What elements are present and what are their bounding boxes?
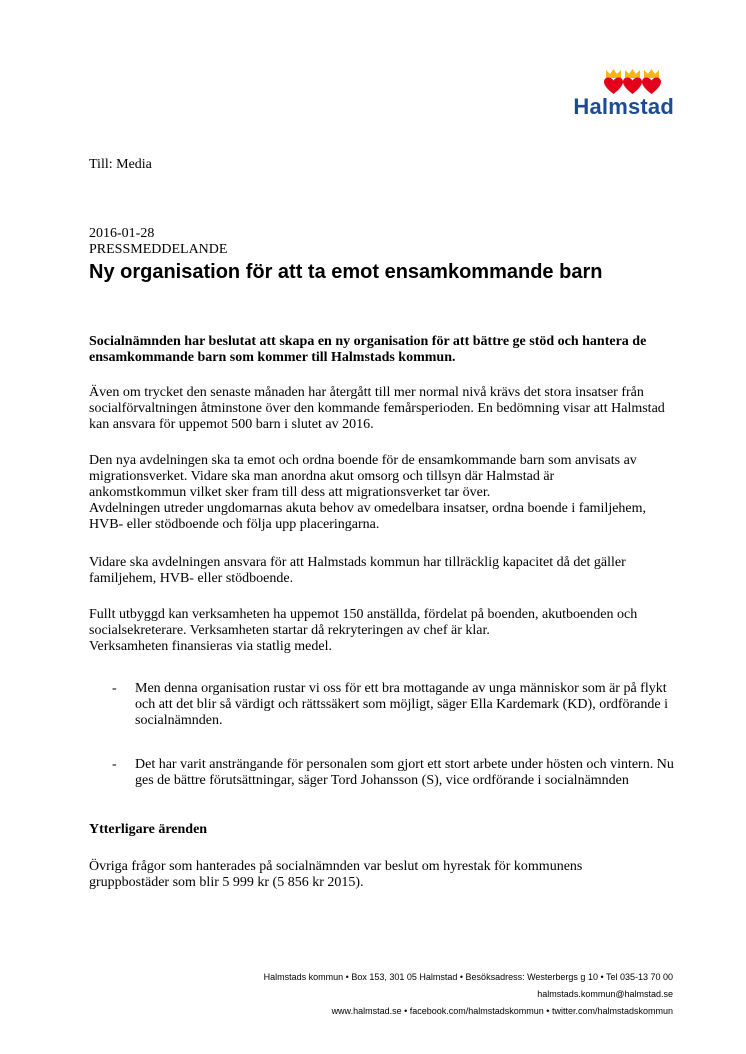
section-heading: Ytterligare ärenden (89, 822, 208, 837)
logo-wordmark: Halmstad (573, 94, 674, 119)
paragraph-2-part-a: Den nya avdelningen ska ta emot och ordna boende för de ensamkommande barn som anvisats av migrationsverket. Vidare ska man anordna akut omsorg och tillsyn där Halmstad är ankomstkommun vilket sker fram till dess att migrationsverket tar över. (89, 453, 637, 500)
footer-web-links: www.halmstad.se • facebook.com/halmstadskommun • twitter.com/halmstadskommun (331, 1006, 673, 1016)
quote-1: Men denna organisation rustar vi oss för ett bra mottagande av unga människor som är på flykt och att det blir så värdigt och rättssäkert som möjligt, säger Ella Kardemark (KD), ordförande i socialnämnden. (135, 681, 668, 728)
paragraph-1: Även om trycket den senaste månaden har återgått till mer normal nivå krävs det stora insatser från socialförvaltningen åtminstone över den kommande femårsperioden. En bedömning visar att Halmstad kan ansvara för uppemot 500 barn i slutet av 2016. (89, 385, 665, 432)
quote-1-dash: - (112, 681, 117, 696)
paragraph-3: Vidare ska avdelningen ansvara för att Halmstads kommun har tillräcklig kapacitet då det gäller familjehem, HVB- eller stödboende. (89, 555, 626, 586)
page-title: Ny organisation för att ta emot ensamkommande barn (89, 261, 603, 283)
paragraph-4-part-a: Fullt utbyggd kan verksamheten ha uppemot 150 anställda, fördelat på boenden, akutboenden och socialsekreterare. Verksamheten startar då rekryteringen av chef är klar. (89, 607, 638, 638)
paragraph-5: Övriga frågor som hanterades på socialnämnden var beslut om hyrestak för kommunens gruppbostäder som blir 5 999 kr (5 856 kr 2015). (89, 859, 583, 890)
release-date: 2016-01-28 (89, 226, 155, 241)
paragraph-4-part-b: Verksamheten finansieras via statlig medel. (89, 639, 332, 654)
lead-paragraph: Socialnämnden har beslutat att skapa en ny organisation för att bättre ge stöd och hantera de ensamkommande barn som kommer till Halmstads kommun. (89, 334, 647, 365)
quote-2-dash: - (112, 757, 117, 772)
quote-2: Det har varit ansträngande för personalen som gjort ett stort arbete under hösten och vintern. Nu ges de bättre förutsättningar, säger Tord Johansson (S), vice ordförande i socialnämnden (135, 757, 674, 788)
footer-address: Halmstads kommun • Box 153, 301 05 Halmstad • Besöksadress: Westerbergs g 10 • Tel 035-13 70 00 (263, 972, 673, 982)
paragraph-2-part-b: Avdelningen utreder ungdomarnas akuta behov av omedelbara insatser, ordna boende i familjehem, HVB- eller stödboende och följa upp placeringarna. (89, 501, 647, 532)
paragraph-4 (89, 607, 669, 655)
footer-email: halmstads.kommun@halmstad.se (537, 989, 673, 999)
halmstad-logo (566, 68, 676, 120)
crown-hearts-icon (604, 68, 664, 96)
document-type-label: PRESSMEDDELANDE (89, 242, 228, 257)
paragraph-2 (89, 453, 649, 533)
recipient-line: Till: Media (89, 157, 152, 172)
